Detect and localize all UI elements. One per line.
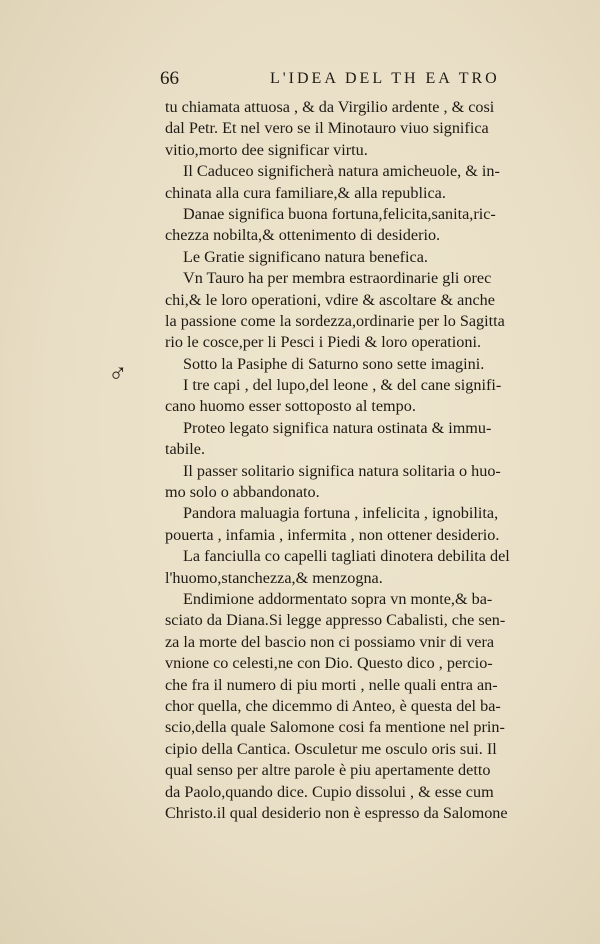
- text-line: scio,della quale Salomone cosi fa mentione nel prin-: [165, 718, 505, 737]
- text-line: Christo.il qual desiderio non è espresso da Salomone: [165, 803, 508, 822]
- text-line: chezza nobilta,& ottenimento di desiderio.: [165, 226, 441, 245]
- page-header: [160, 66, 550, 92]
- text-line: Sotto la Pasiphe di Saturno sono sette imagini.: [183, 354, 485, 373]
- text-line: qual senso per altre parole è piu apertamente detto: [165, 761, 491, 780]
- text-line: Le Gratie significano natura benefica.: [183, 247, 428, 266]
- text-line: Proteo legato significa natura ostinata & immu-: [183, 418, 492, 437]
- text-line: Endimione addormentato sopra vn monte,& ba-: [183, 589, 493, 608]
- text-line: l'huomo,stanchezza,& menzogna.: [165, 568, 383, 587]
- text-line: tu chiamata attuosa , & da Virgilio ardente , & cosi: [165, 98, 495, 116]
- running-head: L'IDEA DEL TH EA TRO: [270, 70, 500, 87]
- text-line: vitio,morto dee significar virtu.: [165, 140, 368, 159]
- text-line: cipio della Cantica. Osculetur me osculo oris sui. Il: [165, 739, 497, 758]
- text-line: La fanciulla co capelli tagliati dinotera debilita del: [183, 547, 510, 566]
- body-text: [165, 97, 543, 824]
- text-line: tabile.: [165, 440, 206, 459]
- text-line: I tre capi , del lupo,del leone , & del cane signifi-: [183, 376, 502, 395]
- text-line: sciato da Diana.Si legge appresso Cabalisti, che sen-: [165, 611, 506, 630]
- text-line: da Paolo,quando dice. Cupio dissolui , & esse cum: [165, 782, 494, 801]
- page-number: 66: [160, 68, 179, 89]
- text-line: che fra il numero di piu morti , nelle quali entra an-: [165, 675, 498, 694]
- text-line: chor quella, che dicemmo di Anteo, è questa del ba-: [165, 696, 501, 715]
- text-line: vnione co celesti,ne con Dio. Questo dico , percio-: [165, 654, 493, 673]
- text-line: pouerta , infamia , infermita , non ottener desiderio.: [165, 525, 500, 544]
- text-line: mo solo o abbandonato.: [165, 483, 320, 502]
- text-line: dal Petr. Et nel vero se il Minotauro viuo significa: [165, 119, 489, 138]
- text-line: chinata alla cura familiare,& alla republica.: [165, 183, 446, 202]
- mars-symbol-icon: ♂: [108, 359, 128, 388]
- text-line: Pandora maluagia fortuna , infelicita , ignobilita,: [183, 504, 499, 523]
- text-line: cano huomo esser sottoposto al tempo.: [165, 397, 416, 416]
- text-line: chi,& le loro operationi, vdire & ascoltare & anche: [165, 290, 495, 309]
- text-line: za la morte del bascio non ci possiamo vnir di vera: [165, 632, 495, 651]
- text-line: Vn Tauro ha per membra estraordinarie gli orec: [183, 269, 492, 288]
- text-line: rio le cosce,per li Pesci i Piedi & loro operationi.: [165, 333, 482, 352]
- text-line: Il passer solitario significa natura solitaria o huo-: [183, 461, 501, 480]
- text-line: Danae significa buona fortuna,felicita,sanita,ric-: [183, 204, 496, 223]
- text-line: la passione come la sordezza,ordinarie per lo Sagitta: [165, 311, 505, 330]
- text-line: Il Caduceo significherà natura amicheuole, & in-: [183, 162, 500, 181]
